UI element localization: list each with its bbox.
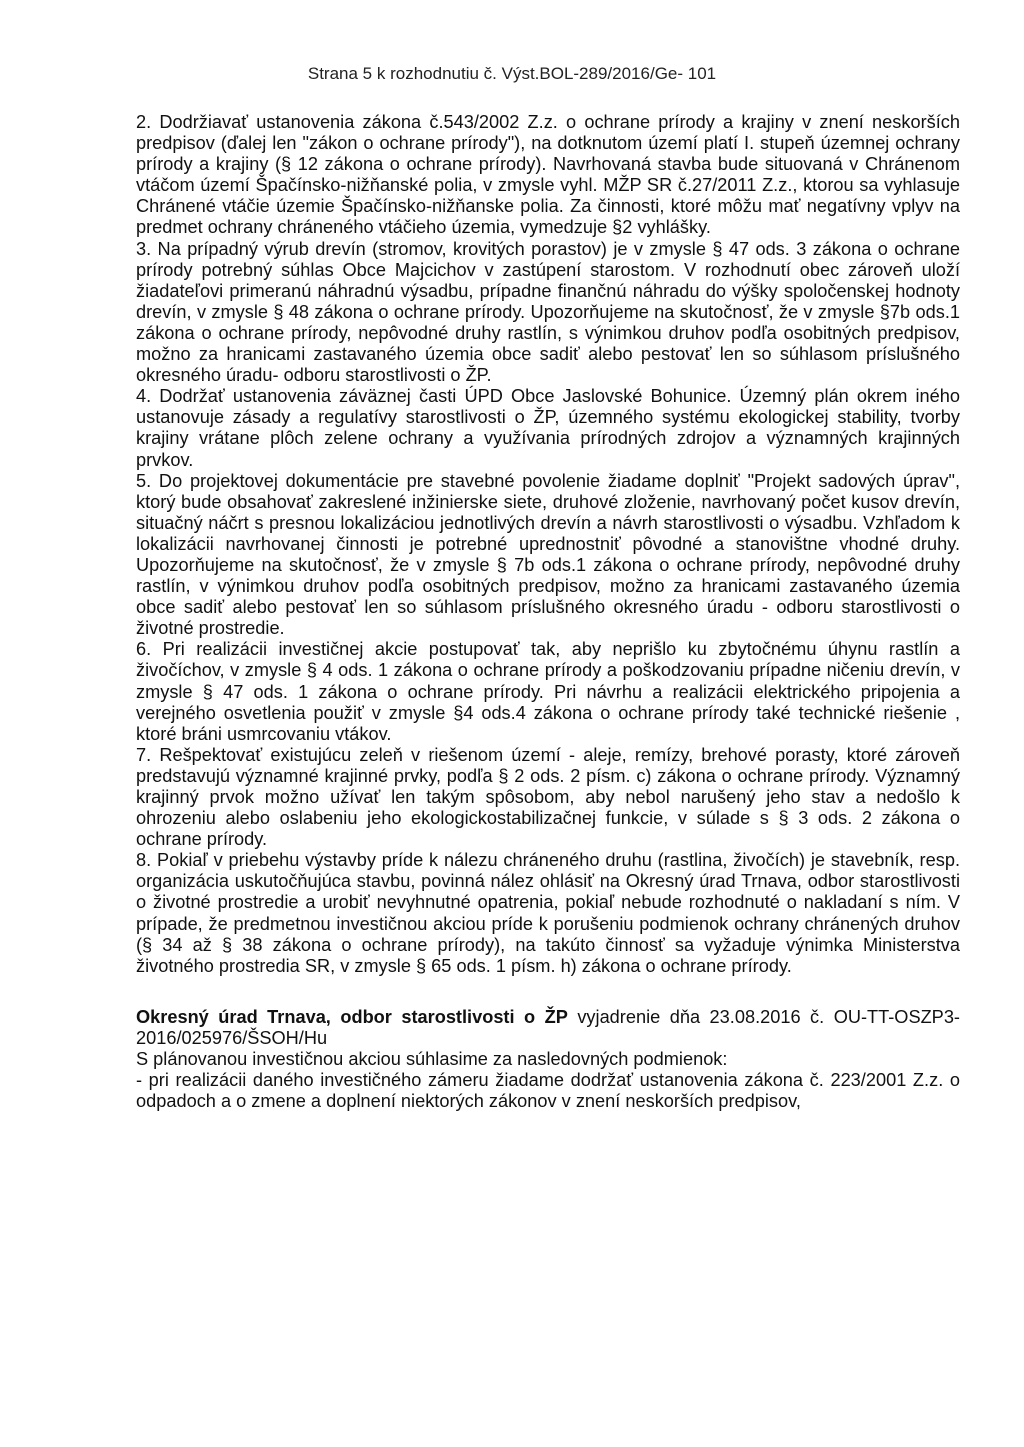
authority-name: Okresný úrad Trnava, odbor starostlivosti o ŽP bbox=[136, 1006, 568, 1027]
statement-intro: S plánovanou investičnou akciou súhlasime za nasledovných podmienok: bbox=[136, 1049, 728, 1070]
page-header: Strana 5 k rozhodnutiu č. Výst.BOL-289/2016/Ge- 101 bbox=[307, 64, 717, 83]
condition-item-2: 2. Dodržiavať ustanovenia zákona č.543/2002 Z.z. o ochrane prírody a krajiny v znení neskorších predpisov (ďalej len "zákon o ochrane prírody"), na dotknutom území platí I. stupeň územnej ochrany prírody a krajiny (§ 12 zákona o ochrane prírody). Navrhovaná stavba bude situovaná v Chránenom vtáčom území Špačínsko-nižňanské polia, v zmysle vyhl. MŽP SR č.27/2011 Z.z., ktorou sa vyhlasuje Chránené vtáčie územie Špačínsko-nižňanske polia. Za činnosti, ktoré môžu mať negatívny vplyv na predmet ochrany chráneného vtáčieho územia, vymedzuje §2 vyhlášky. bbox=[136, 112, 960, 238]
condition-item-4: 4. Dodržať ustanovenia záväznej časti ÚPD Obce Jaslovské Bohunice. Územný plán okrem iného ustanovuje zásady a regulatívy starostlivosti o ŽP, územného systému ekologickej stability, tvorby krajiny vrátane plôch zelene ochrany a využívania prírodných zdrojov a významných krajinných prvkov. bbox=[136, 386, 960, 470]
document-body bbox=[136, 112, 960, 1112]
condition-item-8: 8. Pokiaľ v priebehu výstavby príde k nálezu chráneného druhu (rastlina, živočích) je stavebník, resp. organizácia uskutočňujúca stavbu, povinná nález ohlásiť na Okresný úrad Trnava, odbor starostlivosti o životné prostredie a urobiť nevyhnutné opatrenia, pokiaľ nebude rozhodnuté o nakladaní s ním. V prípade, že predmetnou investičnou akciou príde k porušeniu podmienok ochrany chránených druhov (§ 34 až § 38 zákona o ochrane prírody), na takúto činnosť sa vyžaduje výnimka Ministerstva životného prostredia SR, v zmysle § 65 ods. 1 písm. h) zákona o ochrane prírody. bbox=[136, 850, 960, 976]
statement-condition: - pri realizácii daného investičného zámeru žiadame dodržať ustanovenia zákona č. 223/2001 Z.z. o odpadoch a o zmene a doplnení niektorých zákonov v znení neskorších predpisov, bbox=[136, 1070, 960, 1112]
condition-item-6: 6. Pri realizácii investičnej akcie postupovať tak, aby neprišlo ku zbytočnému úhynu rastlín a živočíchov, v zmysle § 4 ods. 1 zákona o ochrane prírody a poškodzovaniu prípadne ničeniu drevín, v zmysle § 47 ods. 1 zákona o ochrane prírody. Pri návrhu a realizácii elektrického pripojenia a verejného osvetlenia použiť v zmysle §4 ods.4 zákona o ochrane prírody také technické riešenie , ktoré bráni usmrcovaniu vtákov. bbox=[136, 639, 960, 744]
condition-item-3: 3. Na prípadný výrub drevín (stromov, krovitých porastov) je v zmysle § 47 ods. 3 zákona o ochrane prírody potrebný súhlas Obce Majcichov v zastúpení starostom. V rozhodnutí obec zároveň uloží žiadateľovi primeranú náhradnú výsadbu, prípadne finančnú náhradu do výšky spoločenskej hodnoty drevín, v zmysle § 48 zákona o ochrane prírody. Upozorňujeme na skutočnosť, že v zmysle §7b ods.1 zákona o ochrane prírody, nepôvodné druhy rastlín, s výnimkou druhov podľa osobitných predpisov, možno za hranicami zastavaného územia obce sadiť alebo pestovať len so súhlasom príslušného okresného úradu- odboru starostlivosti o ŽP. bbox=[136, 238, 960, 386]
authority-statement bbox=[136, 1007, 960, 1049]
statement-reference: vyjadrenie dňa 23.08.2016 č. OU-TT-OSZP3-2016/025976/ŠSOH/Hu bbox=[136, 1006, 960, 1048]
condition-item-5: 5. Do projektovej dokumentácie pre stavebné povolenie žiadame doplniť "Projekt sadových úprav", ktorý bude obsahovať zakreslené inžinierske siete, druhové zloženie, navrhovaný počet kusov drevín, situačný náčrt s presnou lokalizáciou jednotlivých drevín a návrh starostlivosti o výsadbu. Vzhľadom k lokalizácii navrhovanej činnosti je potrebné uprednostniť pôvodné a stanovištne vhodné druhy. Upozorňujeme na skutočnosť, že v zmysle § 7b ods.1 zákona o ochrane prírody, nepôvodné druhy rastlín, v výnimkou druhov podľa osobitných predpisov, možno za hranicami zastavaného územia obce sadiť alebo pestovať len so súhlasom príslušného okresného úradu - odboru starostlivosti o životné prostredie. bbox=[136, 470, 960, 639]
section-gap bbox=[136, 977, 960, 1007]
condition-item-7: 7. Rešpektovať existujúcu zeleň v riešenom území - aleje, remízy, brehové porasty, ktoré zároveň predstavujú významné krajinné prvky, podľa § 2 ods. 2 písm. c) zákona o ochrane prírody. Významný krajinný prvok možno užívať len takým spôsobom, aby nebol narušený jeho stav a nedošlo k ohrozeniu alebo oslabeniu jeho ekologickostabilizačnej funkcie, v súlade s § 3 ods. 2 zákona o ochrane prírody. bbox=[136, 744, 960, 850]
